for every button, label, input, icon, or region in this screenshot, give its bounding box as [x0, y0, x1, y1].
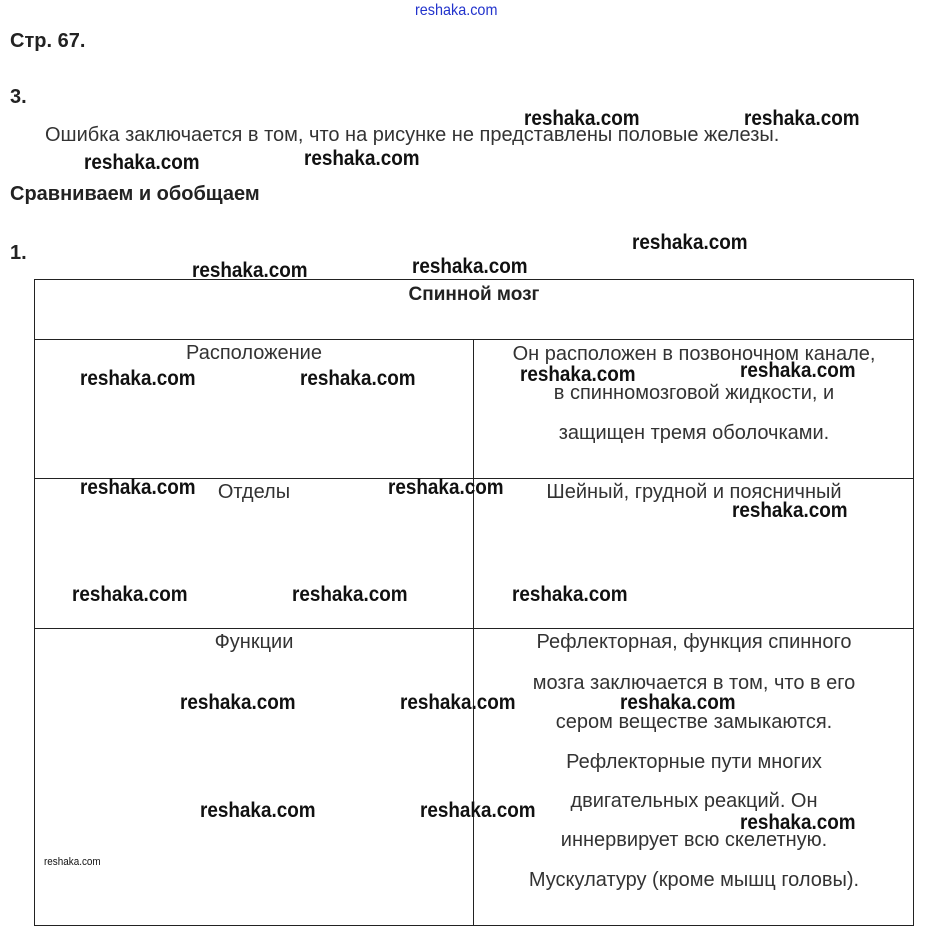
answer-text: Ошибка заключается в том, что на рисунке не представлены половые железы.	[45, 124, 780, 146]
section-title: Сравниваем и обобщаем	[10, 183, 260, 205]
cell-line: иннервирует всю скелетную.	[560, 829, 828, 851]
watermark: reshaka.com	[740, 359, 856, 382]
watermark: reshaka.com	[744, 107, 860, 130]
watermark: reshaka.com	[300, 367, 416, 390]
watermark: reshaka.com	[72, 583, 188, 606]
watermark: reshaka.com	[412, 255, 528, 278]
cell-line: Он расположен в позвоночном канале,	[512, 343, 876, 365]
cell-line: сером веществе замыкаются.	[555, 711, 833, 733]
cell-line: Шейный, грудной и поясничный	[546, 481, 842, 503]
cell-line: двигательных реакций. Он	[570, 790, 818, 812]
watermark: reshaka.com	[84, 151, 200, 174]
watermark: reshaka.com	[388, 476, 504, 499]
row-label: Расположение	[186, 342, 322, 364]
watermark: reshaka.com	[200, 799, 316, 822]
watermark: reshaka.com	[192, 259, 308, 282]
watermark: reshaka.com	[632, 231, 748, 254]
cell-line: защищен тремя оболочками.	[558, 422, 830, 444]
page-reference: Стр. 67.	[10, 30, 86, 52]
watermark: reshaka.com	[44, 856, 101, 868]
watermark: reshaka.com	[292, 583, 408, 606]
cell-line: мозга заключается в том, что в его	[532, 672, 856, 694]
cell-line: Мускулатуру (кроме мышц головы).	[528, 869, 860, 891]
question-number: 1.	[10, 242, 27, 264]
watermark: reshaka.com	[415, 2, 498, 19]
watermark: reshaka.com	[180, 691, 296, 714]
watermark: reshaka.com	[520, 363, 636, 386]
watermark: reshaka.com	[304, 147, 420, 170]
watermark: reshaka.com	[420, 799, 536, 822]
row-label: Отделы	[217, 481, 291, 503]
row-label: Функции	[214, 631, 294, 653]
cell-line: Рефлекторная, функция спинного	[536, 631, 852, 653]
watermark: reshaka.com	[80, 476, 196, 499]
cell-line: в спинномозговой жидкости, и	[553, 382, 835, 404]
cell-line: Рефлекторные пути многих	[566, 751, 822, 773]
watermark: reshaka.com	[512, 583, 628, 606]
watermark: reshaka.com	[400, 691, 516, 714]
watermark: reshaka.com	[732, 499, 848, 522]
watermark: reshaka.com	[620, 691, 736, 714]
watermark: reshaka.com	[740, 811, 856, 834]
question-number: 3.	[10, 86, 27, 108]
table-title: Спинной мозг	[408, 284, 540, 305]
watermark: reshaka.com	[80, 367, 196, 390]
watermark: reshaka.com	[524, 107, 640, 130]
